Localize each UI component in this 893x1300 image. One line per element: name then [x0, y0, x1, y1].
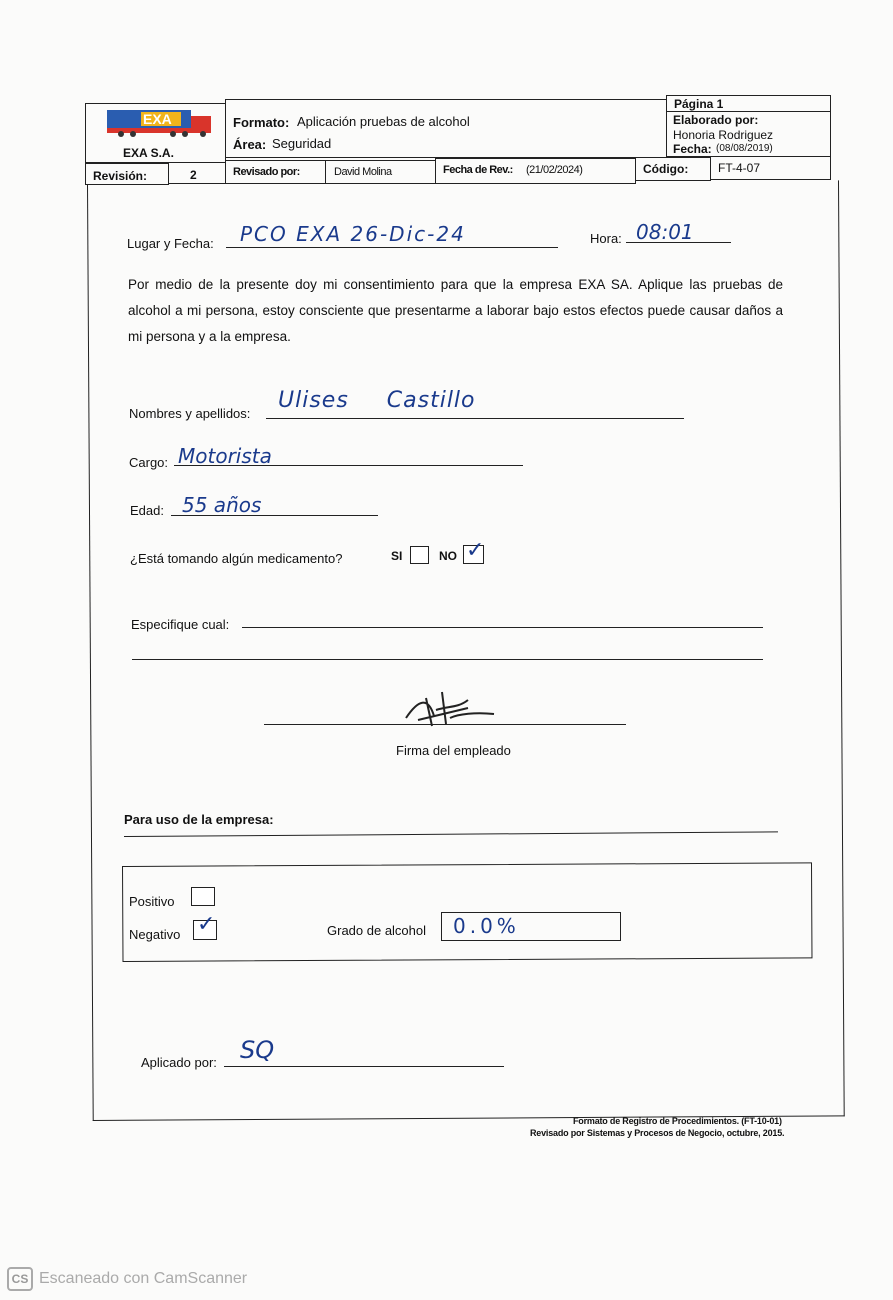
applied-line — [224, 1066, 504, 1067]
date-label: Fecha: — [673, 142, 712, 156]
no-label: NO — [439, 549, 457, 563]
alcohol-value: 0.0% — [453, 914, 520, 938]
place-date-line — [226, 247, 558, 248]
company-name: EXA S.A. — [123, 146, 174, 160]
positive-label: Positivo — [129, 894, 175, 909]
negative-label: Negativo — [129, 927, 181, 942]
applied-value[interactable]: SQ — [240, 1036, 275, 1064]
area-label: Área: — [233, 137, 267, 152]
name-line — [266, 418, 684, 419]
position-label: Cargo: — [129, 455, 169, 470]
place-date-label: Lugar y Fecha: — [127, 236, 214, 251]
elaborated-value: Honoria Rodriguez — [673, 128, 774, 142]
reviewed-value: David Molina — [334, 166, 392, 178]
rev-date-value: (21/02/2024) — [526, 164, 583, 176]
yes-checkbox[interactable] — [410, 546, 429, 564]
no-checkmark-icon: ✓ — [466, 538, 485, 563]
position-value[interactable]: Motorista — [178, 444, 272, 468]
medication-question: ¿Está tomando algún medicamento? — [130, 551, 343, 566]
camscanner-logo-icon: CS — [7, 1267, 33, 1291]
revision-value-cell — [168, 162, 226, 184]
signature-label: Firma del empleado — [396, 743, 511, 758]
place-date-value[interactable]: PCO EXA 26-Dic-24 — [240, 222, 466, 246]
rev-date-label: Fecha de Rev.: — [443, 164, 513, 176]
area-value: Seguridad — [272, 136, 332, 151]
employee-signature-icon — [398, 688, 498, 730]
scanner-watermark: Escaneado con CamScanner — [39, 1270, 248, 1287]
company-logo — [107, 110, 215, 138]
code-value: FT-4-07 — [718, 161, 761, 175]
applied-label: Aplicado por: — [141, 1055, 217, 1070]
company-use-title: Para uso de la empresa: — [124, 812, 274, 827]
format-label: Formato: — [233, 115, 290, 130]
consent-text: Por medio de la presente doy mi consentimiento para que la empresa EXA SA. Aplique las pruebas de alcohol a mi persona, estoy consciente que presentarme a laborar bajo estos efectos puede causar daños a mi persona y a la empresa. — [128, 277, 783, 344]
page-number: Página 1 — [674, 97, 724, 111]
age-value[interactable]: 55 años — [182, 493, 262, 517]
code-label: Código: — [643, 162, 689, 176]
specify-line-1 — [242, 627, 763, 628]
footer-line-1: Formato de Registro de Procedimientos. (FT-10-01) — [573, 1116, 782, 1126]
date-value: (08/08/2019) — [716, 143, 773, 154]
specify-label: Especifique cual: — [131, 617, 230, 632]
alcohol-label: Grado de alcohol — [327, 923, 427, 938]
format-value: Aplicación pruebas de alcohol — [297, 114, 470, 129]
yes-label: SI — [391, 549, 403, 563]
reviewed-label: Revisado por: — [233, 166, 300, 178]
revision-value: 2 — [190, 168, 197, 182]
logo-text: EXA — [143, 111, 172, 127]
negative-checkmark-icon: ✓ — [197, 912, 216, 937]
revision-label: Revisión: — [93, 169, 148, 183]
name-value[interactable]: Ulises Castillo — [278, 388, 476, 413]
time-label: Hora: — [590, 231, 622, 246]
positive-checkbox[interactable] — [191, 887, 215, 906]
page-divider — [666, 111, 831, 112]
age-label: Edad: — [130, 503, 164, 518]
time-value[interactable]: 08:01 — [636, 220, 694, 244]
footer-line-2: Revisado por Sistemas y Procesos de Negocio, octubre, 2015. — [530, 1128, 785, 1138]
name-label: Nombres y apellidos: — [129, 406, 251, 421]
elaborated-label: Elaborado por: — [673, 113, 759, 127]
specify-line-2 — [132, 659, 763, 660]
